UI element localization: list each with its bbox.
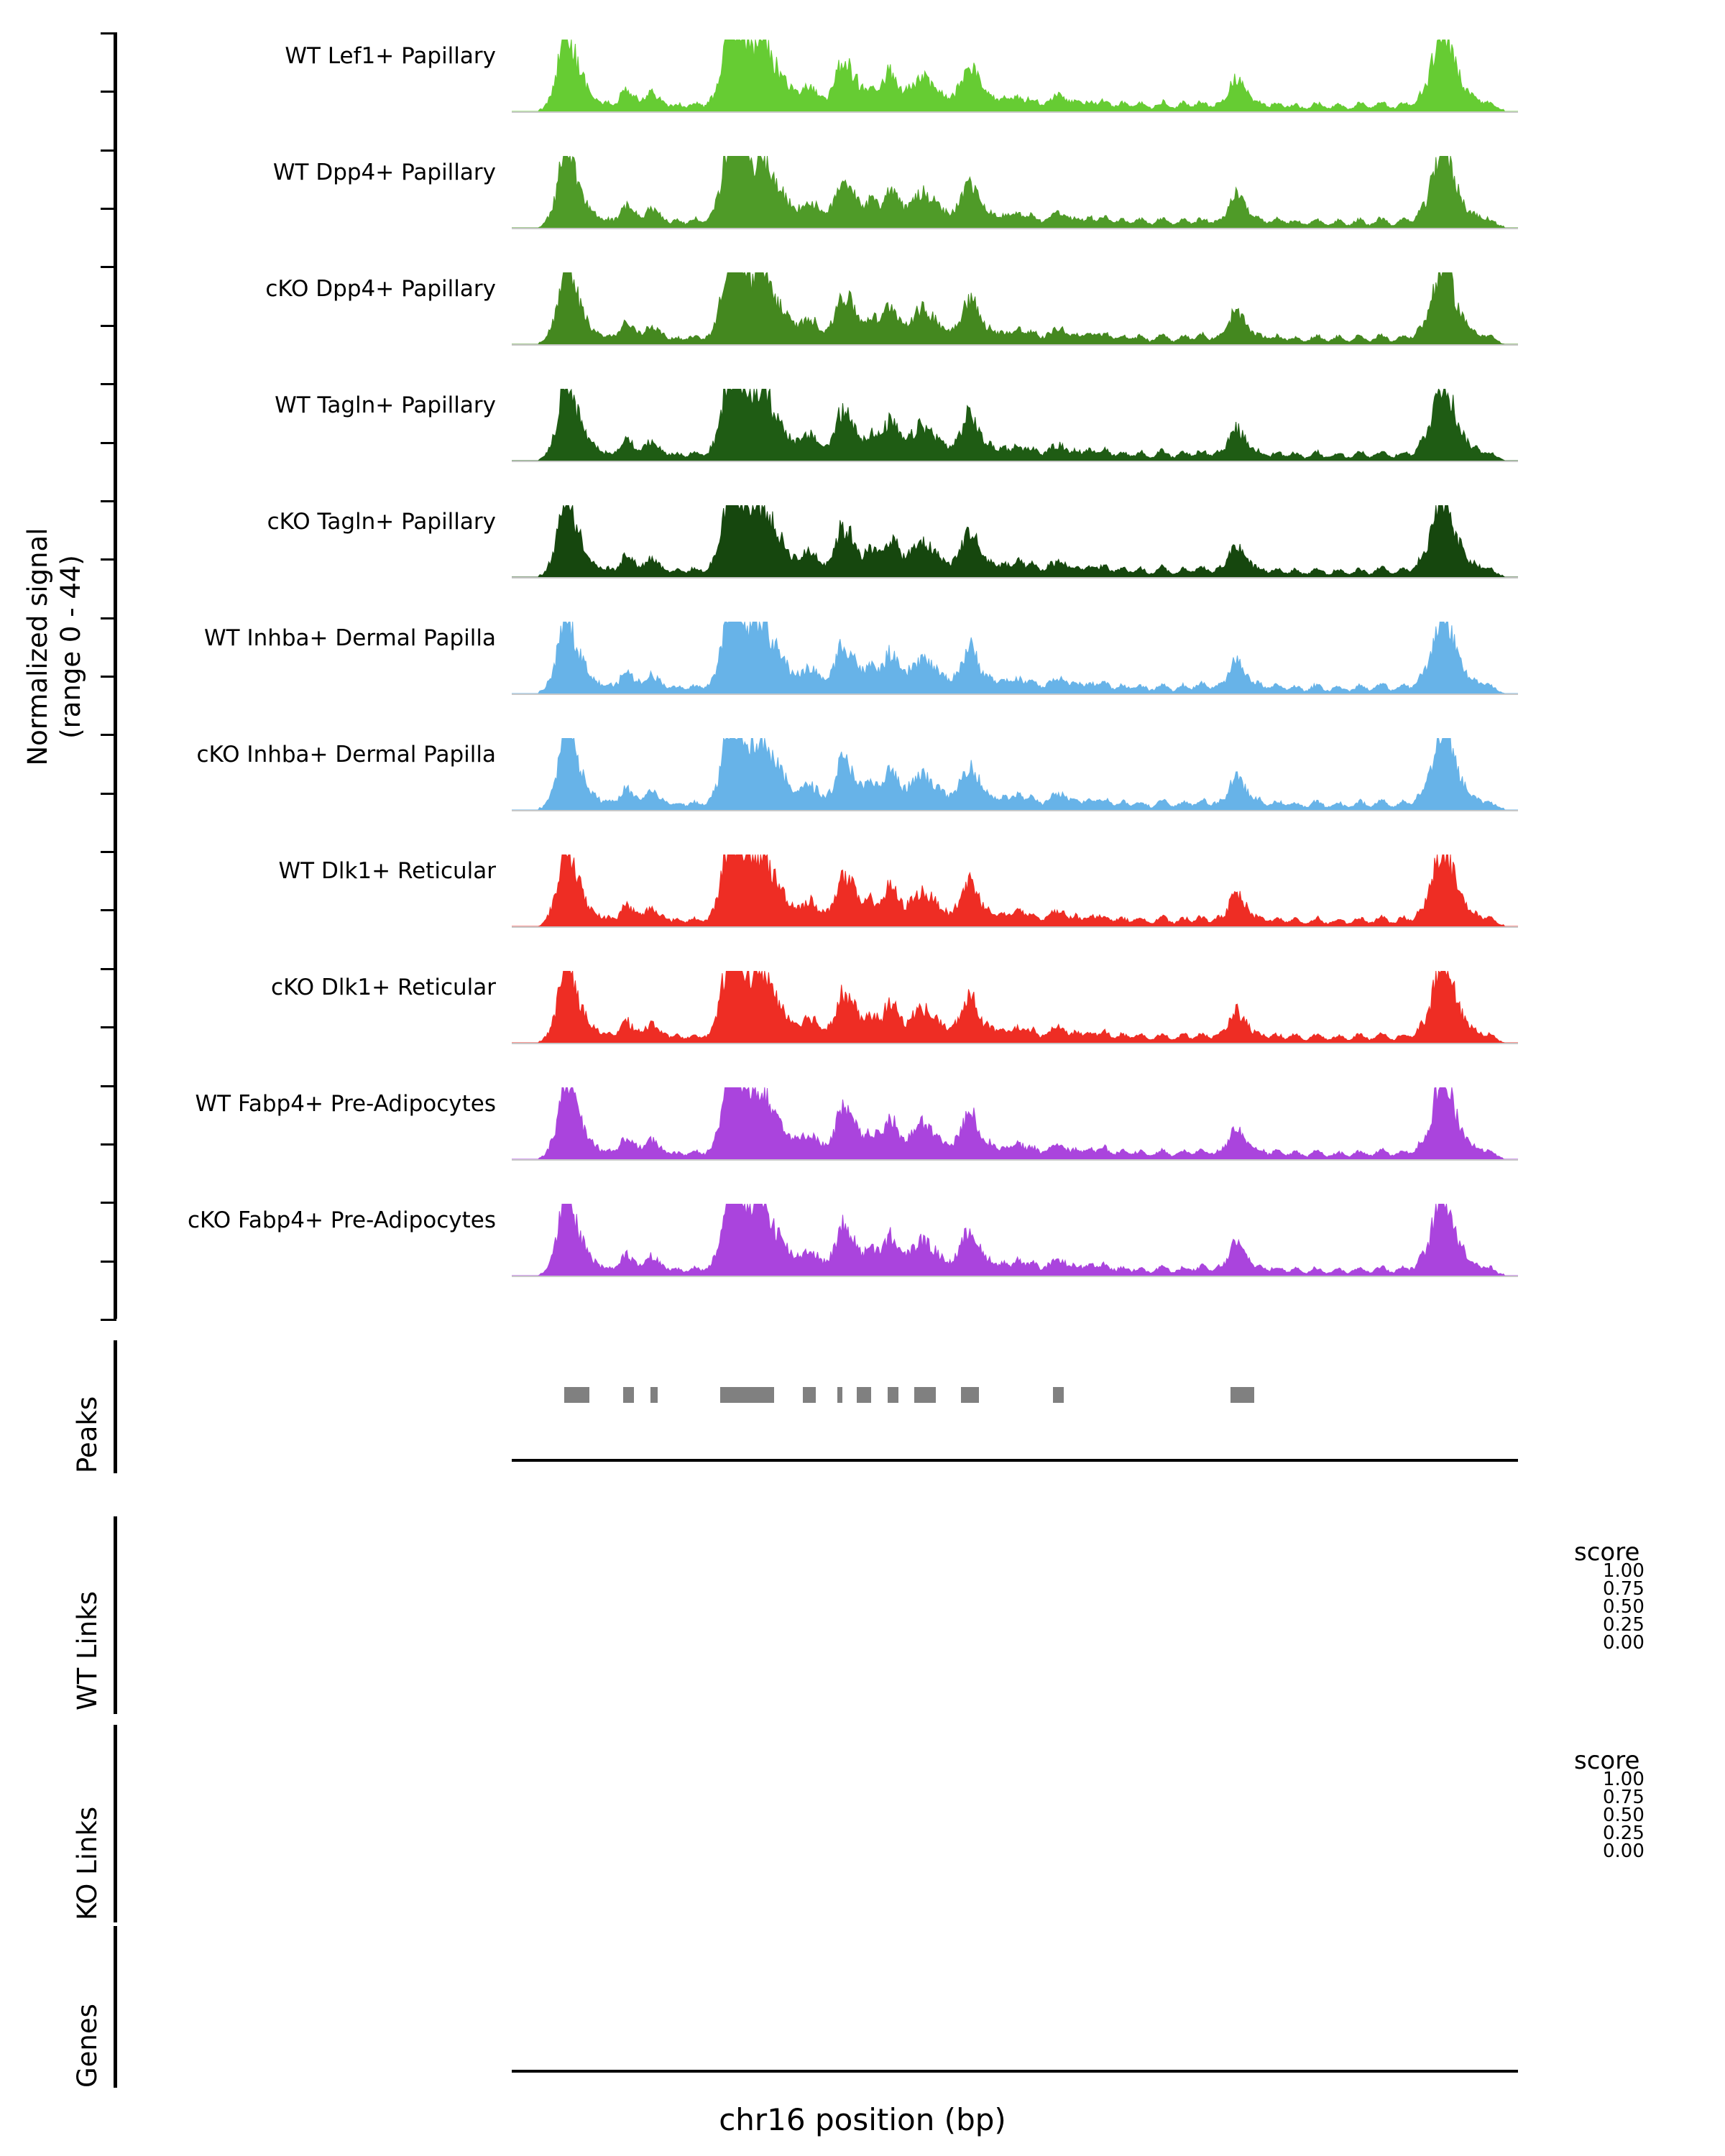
ko-legend-tick: 0.75 [1603, 1787, 1644, 1808]
peak-region [857, 1387, 871, 1403]
track-label-5: WT Inhba+ Dermal Papilla [204, 625, 496, 651]
x-axis-title: chr16 position (bp) [719, 2102, 1006, 2137]
signal-axis-tick [101, 32, 116, 34]
ko-legend-tick: 0.00 [1603, 1841, 1644, 1862]
signal-track-1 [512, 156, 1518, 228]
signal-track-4 [512, 505, 1518, 577]
peak-region [1230, 1387, 1254, 1403]
genes-track [512, 1912, 1518, 2077]
track-baseline-6 [512, 810, 1518, 811]
track-label-8: cKO Dlk1+ Reticular [271, 975, 496, 1000]
ko-legend-tick: 0.50 [1603, 1805, 1644, 1826]
signal-axis-tick [101, 1202, 116, 1204]
peak-region [650, 1387, 658, 1403]
signal-track-8 [512, 971, 1518, 1043]
signal-axis-tick [101, 1026, 116, 1028]
genes-axis-spine [114, 1926, 117, 2088]
track-baseline-1 [512, 228, 1518, 229]
signal-track-6 [512, 738, 1518, 810]
signal-axis-tick [101, 383, 116, 385]
wt-legend-tick: 1.00 [1603, 1560, 1644, 1582]
track-label-column [0, 0, 503, 1330]
signal-axis-tick [101, 91, 116, 93]
signal-track-3 [512, 389, 1518, 461]
genes-section-label: Genes [72, 2004, 103, 2088]
signal-axis-tick [101, 1261, 116, 1263]
peak-region [888, 1387, 898, 1403]
track-baseline-10 [512, 1276, 1518, 1277]
track-label-4: cKO Tagln+ Papillary [267, 509, 496, 535]
signal-axis-tick [101, 208, 116, 210]
signal-axis-tick [101, 500, 116, 502]
peak-region [803, 1387, 816, 1403]
track-label-6: cKO Inhba+ Dermal Papilla [196, 742, 496, 768]
track-baseline-8 [512, 1043, 1518, 1044]
peaks-section-label: Peaks [72, 1396, 103, 1473]
ko-links-section-label: KO Links [72, 1806, 103, 1920]
track-baseline-7 [512, 926, 1518, 928]
wt-score-legend [1574, 1538, 1644, 1654]
track-baseline-5 [512, 694, 1518, 695]
wt-links-panel [512, 1516, 1518, 1714]
wt-legend-tick: 0.25 [1603, 1614, 1644, 1636]
wt-legend-tick: 0.00 [1603, 1632, 1644, 1654]
track-label-3: WT Tagln+ Papillary [275, 392, 496, 418]
peaks-track [512, 1387, 1518, 1409]
track-label-7: WT Dlk1+ Reticular [278, 858, 496, 884]
ko-legend-tick: 0.25 [1603, 1823, 1644, 1844]
ko-links-axis-spine [114, 1725, 117, 1922]
signal-axis-tick [101, 676, 116, 678]
track-baseline-2 [512, 344, 1518, 346]
wt-links-axis-spine [114, 1516, 117, 1714]
wt-score-legend-title: score [1574, 1538, 1640, 1567]
peak-region [564, 1387, 589, 1403]
genomic-axis-top [512, 1459, 1518, 1462]
peak-region [837, 1387, 843, 1403]
signal-axis-tick [101, 558, 116, 561]
track-label-0: WT Lef1+ Papillary [285, 43, 496, 69]
ko-score-legend [1574, 1746, 1644, 1862]
wt-score-legend-ticks [1603, 1562, 1644, 1652]
y-axis-label-line1: Normalized signal [22, 528, 53, 766]
peak-region [623, 1387, 634, 1403]
ko-score-legend-gradient [1574, 1778, 1596, 1868]
signal-track-7 [512, 854, 1518, 926]
signal-track-0 [512, 40, 1518, 111]
track-label-2: cKO Dpp4+ Papillary [265, 276, 496, 302]
track-label-1: WT Dpp4+ Papillary [272, 160, 496, 185]
peak-region [914, 1387, 936, 1403]
signal-axis-tick [101, 325, 116, 327]
signal-axis-tick [101, 149, 116, 152]
signal-axis-tick [101, 266, 116, 268]
wt-legend-tick: 0.75 [1603, 1578, 1644, 1600]
peak-region [1053, 1387, 1064, 1403]
track-baseline-9 [512, 1159, 1518, 1161]
signal-axis-tick [101, 1143, 116, 1146]
wt-score-legend-gradient [1574, 1570, 1596, 1659]
genomic-axis-bottom [512, 2070, 1518, 2073]
signal-axis-tick [101, 851, 116, 853]
track-label-9: WT Fabp4+ Pre-Adipocytes [195, 1091, 496, 1117]
signal-axis-tick [101, 1319, 116, 1321]
peak-region [720, 1387, 774, 1403]
signal-axis-tick [101, 909, 116, 911]
signal-axis-tick [101, 968, 116, 970]
peak-region [961, 1387, 979, 1403]
ko-legend-tick: 1.00 [1603, 1769, 1644, 1790]
wt-legend-tick: 0.50 [1603, 1596, 1644, 1618]
signal-axis-tick [101, 793, 116, 795]
signal-track-9 [512, 1087, 1518, 1159]
peaks-axis-spine [114, 1340, 117, 1473]
signal-track-5 [512, 622, 1518, 694]
ko-score-legend-title: score [1574, 1746, 1640, 1775]
signal-track-10 [512, 1204, 1518, 1276]
y-axis-label-line2: (range 0 - 44) [55, 555, 87, 739]
ko-links-panel [512, 1725, 1518, 1922]
signal-axis-tick [101, 442, 116, 444]
track-label-10: cKO Fabp4+ Pre-Adipocytes [188, 1207, 496, 1233]
track-baseline-3 [512, 461, 1518, 462]
wt-links-section-label: WT Links [72, 1591, 103, 1710]
signal-axis-tick [101, 617, 116, 619]
ko-score-legend-ticks [1603, 1771, 1644, 1861]
signal-track-2 [512, 272, 1518, 344]
signal-axis-tick [101, 734, 116, 736]
signal-axis-tick [101, 1085, 116, 1087]
track-baseline-0 [512, 111, 1518, 113]
track-baseline-4 [512, 577, 1518, 579]
